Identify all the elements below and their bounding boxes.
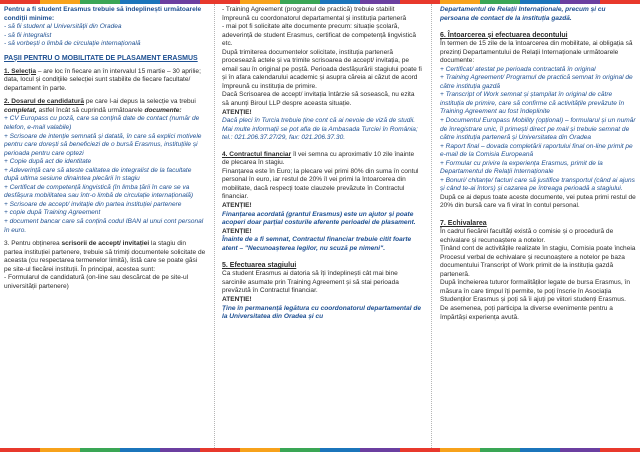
step-4: 4. Contractul financiar îl vei semna cu aproximativ 10 zile înainte de plecarea în stagiu. [222, 150, 415, 167]
paragraph: Ținând cont de activitățile realizate în stagiu, Comisia poate încheia Procesul verbal de echivalare și recunoaștere a notelor pe baza documentului Transcript of Work primit de la instituția gazdă parteneră. [440, 245, 636, 278]
paragraph: În cadrul fiecărei facultăți există o comisie și o procedură de echivalare și recunoaștere a notelor. [440, 228, 614, 244]
stripe-segment [40, 0, 80, 4]
attention-label: ATENȚIE! [222, 295, 252, 303]
stripe-segment [0, 0, 40, 4]
stripe-segment [320, 448, 360, 452]
paragraph: - mai pot fi solicitate alte documente precum: situație școlară, adeverință de student Erasmus, certificat de competență lingvistică etc. [222, 23, 416, 48]
step-1 [4, 68, 206, 94]
list-item: + Training Agreement/ Programul de practică semnat în original de către instituția gazdă [440, 74, 633, 90]
intro-text: Pentru a fi student Erasmus trebuie să îndeplinești următoarele condiții minime: [4, 6, 202, 22]
stripe-segment [560, 0, 600, 4]
paragraph: După trimiterea documentelor solicitate, instituția parteneră procesează actele și va trimite scrisoarea de accept/ invitația, pe email sau în original pe poștă. Perioada desfășurării stagiului poate fi și în afara calendarului academic și asupra căreia ai căzut de acord împreună cu instituția de primire. [222, 48, 422, 90]
stripe-segment [520, 448, 560, 452]
attention-note-continued: Departamentul de Relații Internaționale, precum și cu persoana de contact de la instituția gazdă. [440, 6, 606, 22]
step-2-title: 2. Dosarul de candidatură [4, 98, 85, 106]
attention-note: Finanțarea acordată (grantul Erasmus) este un ajutor și poate acoperi doar parțial costurile aferente perioadei de plasament. [222, 210, 416, 227]
stripe-segment [360, 448, 400, 452]
step-4-title: 4. Contractul financiar [222, 150, 292, 158]
visa-note: Dacă pleci în Turcia trebuie ține cont că ai nevoie de viză de studii. Mai multe informații se pot afla de la Ambasada Turciei în România; tel.: 021.206.37.27/29, fax: 021.206.37.30. [222, 117, 418, 142]
column-1 [4, 6, 206, 446]
stripe-segment [240, 0, 280, 4]
stripe-segment [360, 0, 400, 4]
list-item: + Documentul Europass Mobility (opțional) – formularul și un număr de înregistrare unic, îl primești direct pe mail și trebuie semnat de către instituția parteneră și Universitatea din Oradea [440, 117, 636, 142]
step-3: 3. Pentru obținerea scrisorii de accept/ invitației la stagiu din partea instituției partenere, trebuie să trimiți documentele solicitate de aceasta (cu respectarea termenelor limită), listă care se poate găsi pe site-ul fiecărei instituții. În principal, acestea sunt: [4, 240, 206, 273]
stripe-segment [240, 448, 280, 452]
stripe-segment [120, 0, 160, 4]
stripe-segment [320, 0, 360, 4]
step-1-title: 1. Selecția [4, 67, 37, 75]
list-item: + document bancar care să conțină codul IBAN al unui cont personal în euro. [4, 218, 204, 234]
stripe-segment [520, 0, 560, 4]
list-item: + Copie după act de identitate [4, 158, 92, 166]
list-item: + copie după Training Agreement [4, 209, 101, 217]
attention-label: ATENȚIE! [222, 227, 252, 235]
paragraph: După încheierea tuturor formalităților legate de bursa Erasmus, în măsura în care timpul îți permite, te poți înscrie în Asociația Studenților Erasmus și poți să îi ajuți pe viitori studenți Erasmus. De asemenea, poți participa la diverse evenimente pentru a împărtăși experiența avută. [440, 279, 630, 321]
step-7-title: 7. Echivalarea [440, 220, 487, 228]
list-item: + Bonuri/ chitanțe/ facturi care să justifice transportul (când ai ajuns și când te-ai întors) și cazarea pe întreaga perioadă a stagiului. [440, 176, 635, 193]
stripe-segment [480, 0, 520, 4]
stripe-segment [80, 448, 120, 452]
step-5-title: 5. Efectuarea stagiului [222, 262, 297, 270]
stripe-segment [440, 448, 480, 452]
stripe-segment [120, 448, 160, 452]
paragraph: Dacă Scrisoarea de accept/ invitația întârzie să sosească, nu ezita să anunți Biroul LLP despre aceasta situație. [222, 91, 415, 108]
condition-item: - să vorbești o limbă de circulație internațională [4, 40, 141, 48]
paragraph: În termen de 15 zile de la întoarcerea din mobilitate, ai obligația să prezinți Departamentului de Relații Internaționale următoarele documente: [440, 40, 633, 65]
list-item: + CV Europass cu poză, care sa conțină date de contact (număr de telefon, e-mail valabile) [4, 115, 200, 132]
stripe-segment [440, 0, 480, 4]
column-3 [440, 6, 636, 446]
paragraph: - Training Agreement (programul de practică) trebuie stabilit împreună cu coordonatorul departamental și instituția parteneră [222, 6, 407, 22]
attention-note: Ține în permanență legătura cu coordonatorul departamental de la Universitatea din Oradea și cu [222, 304, 421, 321]
stripe-segment [560, 448, 600, 452]
stripe-segment [40, 448, 80, 452]
stripe-segment [280, 448, 320, 452]
stripe-segment [400, 0, 440, 4]
list-item: + Adeverință care să ateste calitatea de integralist de la facultate după ultima sesiune dinaintea plecării în stagiu [4, 166, 192, 183]
stripe-segment [160, 0, 200, 4]
list-item: + Transcript of Work semnat și ștampilat în original de către instituția de primire, care să confirme că activitățile prevăzute în Training Agreement au fost îndeplinite [440, 91, 625, 116]
step-1-text: – are loc în fiecare an în intervalul 15 martie – 30 aprilie; data, locul și condițiile selecției sunt stabilite de fiecare facultate/ departament în parte. [4, 67, 201, 92]
attention-note: Înainte de a fi semnat, Contractul financiar trebuie citit foarte atent – "Necunoașterea legilor, nu scuză pe nimeni". [222, 236, 412, 252]
stripe-segment [160, 448, 200, 452]
condition-item: - să fii student al Universității din Oradea [4, 23, 122, 31]
list-item: - Formularul de candidatură (on-line sau descărcat de pe site-ul universității partenere) [4, 274, 189, 290]
stripe-segment [200, 0, 240, 4]
section-heading: PAȘII PENTRU O MOBILITATE DE PLASAMENT ERASMUS [4, 54, 198, 62]
stripe-segment [280, 0, 320, 4]
stripe-segment [400, 448, 440, 452]
condition-item: - să fii integralist [4, 31, 52, 39]
list-item: + Scrisoare de intenție semnată și datată, în care să explici motivele pentru care dorești să beneficiezi de o bursă Erasmus, instituțiile și perioada pentru care optezi [4, 132, 202, 157]
list-item: + Formular cu privire la experiența Erasmus, primit de la Departamentul de Relații Internaționale [440, 159, 603, 176]
column-divider [214, 4, 215, 448]
list-item: + Certificat/ atestat pe perioada contractată în original [440, 65, 596, 73]
stripe-segment [480, 448, 520, 452]
attention-label: ATENȚIE! [222, 202, 252, 210]
paragraph: Finanțarea este în Euro; la plecare vei primi 80% din suma în contul personal în euro, iar restul de 20% îl vei primi la întoarcerea din mobilitate, dacă respecți toate clauzele prevăzute în Contractul financiar. [222, 167, 419, 201]
column-2 [222, 6, 422, 446]
paragraph: Ca student Erasmus ai datoria să îți îndeplinești cât mai bine sarcinile asumate prin Training Agreement și să stai perioada prevăzută în Contractul financiar. [222, 270, 399, 295]
list-item: + Certificat de competență lingvistică (în limba țării în care se va desfășura mobilitatea sau într-o limbă de circulație internațională) [4, 183, 194, 200]
return-documents-list [440, 66, 636, 194]
stripe-segment [600, 0, 640, 4]
stripe-segment [600, 448, 640, 452]
stripe-segment [0, 448, 40, 452]
documents-list [4, 115, 206, 235]
paragraph: După ce ai depus toate aceste documente, vei putea primi restul de 20% din bursă care va fi virat în contul personal. [440, 193, 636, 210]
list-item: + Scrisoare de accept/ invitație din partea instituției partenere [4, 200, 182, 208]
column-divider [431, 4, 432, 448]
bottom-color-stripe [0, 448, 640, 452]
stripe-segment [80, 0, 120, 4]
list-item: + Raport final – dovada completării raportului final on-line primit pe e-mail de la Comisia Europeană [440, 142, 633, 159]
attention-label: ATENȚIE! [222, 108, 252, 116]
top-color-stripe [0, 0, 640, 4]
step-2: 2. Dosarul de candidatură pe care l-ai depus la selecție va trebui completat, astfel încât să cuprindă următoarele documente: [4, 98, 196, 114]
conditions-list [4, 23, 206, 49]
step-6-title: 6. Întoarcerea și efectuarea decontului [440, 32, 568, 40]
stripe-segment [200, 448, 240, 452]
